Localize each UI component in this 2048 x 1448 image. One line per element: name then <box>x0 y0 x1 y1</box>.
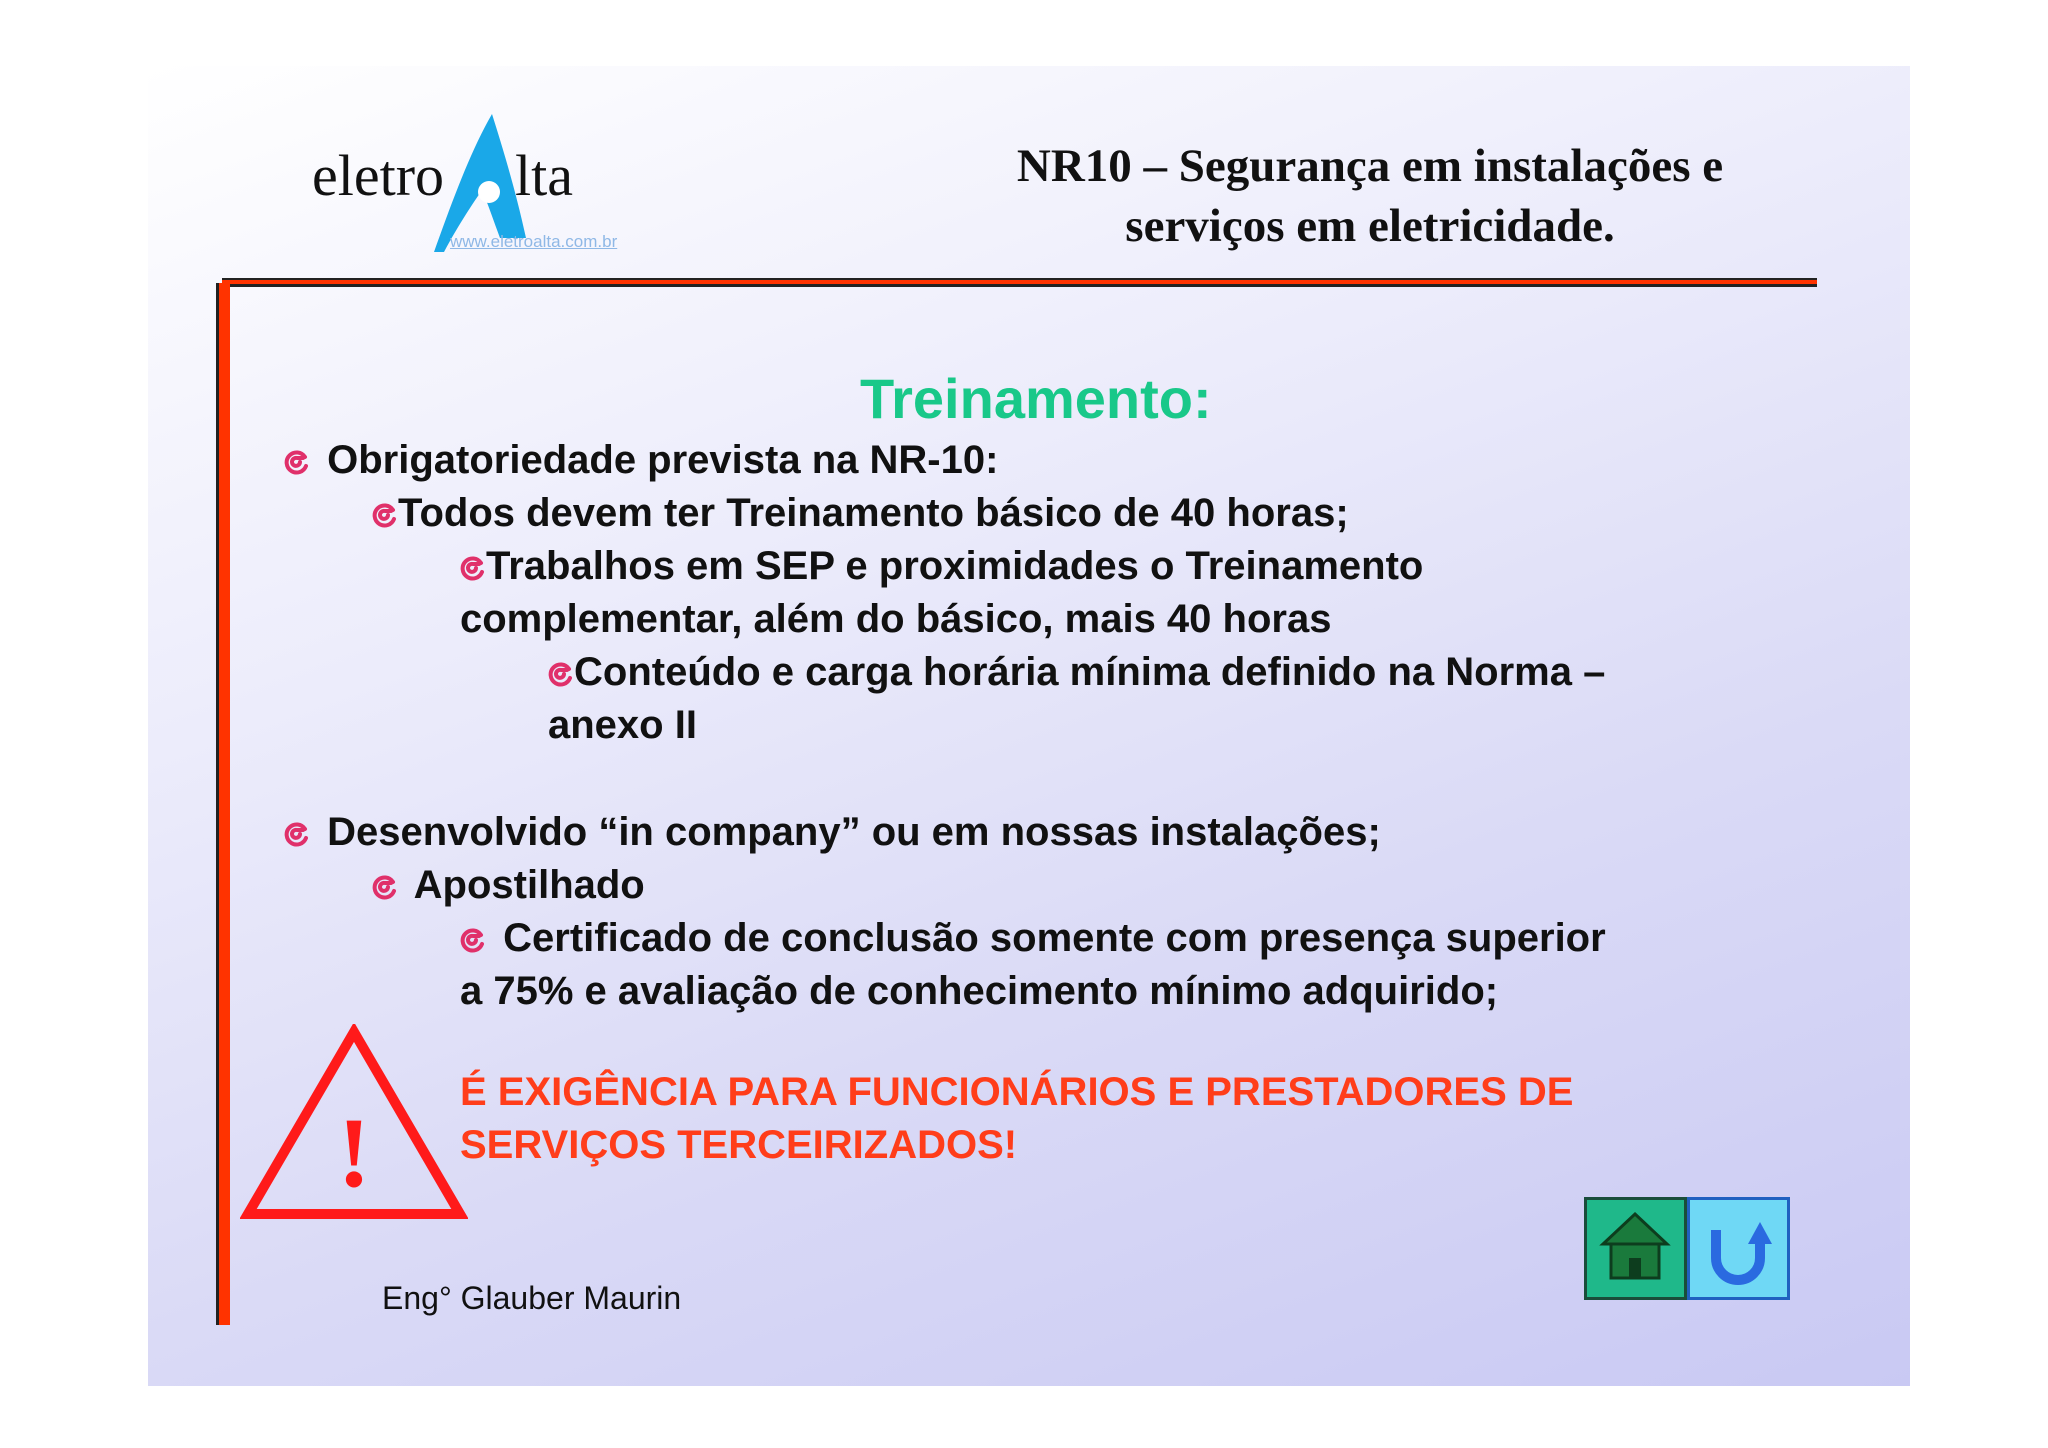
bullet-text: Desenvolvido “in company” ou em nossas instalações; <box>327 810 1381 854</box>
bullet-text: Certificado de conclusão somente com presença superior <box>503 916 1606 960</box>
bullet-text: Trabalhos em SEP e proximidades o Treinamento <box>486 544 1424 588</box>
section-title: Treinamento: <box>860 367 1212 430</box>
logo-word-left: eletro <box>312 143 445 208</box>
home-icon <box>1587 1200 1684 1297</box>
svg-text:!: ! <box>337 1097 371 1208</box>
warning-line2: SERVIÇOS TERCEIRIZADOS! <box>460 1123 1018 1167</box>
bullet-line <box>460 912 1606 965</box>
author-name: Eng° Glauber Maurin <box>382 1280 682 1316</box>
spiral-bullet-icon <box>284 449 310 475</box>
logo-word-right: lta <box>515 143 573 208</box>
bullet-line <box>372 487 1349 540</box>
bullet-line <box>284 434 998 487</box>
bullet-text: Apostilhado <box>413 863 645 907</box>
warning-triangle-icon <box>240 1024 468 1222</box>
bullet-line <box>460 540 1423 593</box>
spiral-bullet-icon <box>372 502 398 528</box>
bullet-continuation: complementar, além do básico, mais 40 horas <box>460 597 1332 641</box>
bullet-text: Conteúdo e carga horária mínima definido na Norma – <box>574 650 1606 694</box>
bullet-text: Todos devem ter Treinamento básico de 40 horas; <box>398 491 1349 535</box>
bullet-line <box>372 859 645 912</box>
spiral-bullet-icon <box>284 821 310 847</box>
warning-line1: É EXIGÊNCIA PARA FUNCIONÁRIOS E PRESTADORES DE <box>460 1070 1574 1114</box>
spiral-bullet-icon <box>460 555 486 581</box>
bullet-text: Obrigatoriedade prevista na NR-10: <box>327 438 999 482</box>
return-button[interactable] <box>1687 1197 1790 1300</box>
left-rule <box>216 283 230 1325</box>
spiral-bullet-icon <box>460 927 486 953</box>
bullet-continuation: anexo II <box>548 703 697 747</box>
header-title-line1: NR10 – Segurança em instalações e <box>1016 140 1724 192</box>
header-title <box>960 136 1780 256</box>
spiral-bullet-icon <box>548 661 574 687</box>
bullet-continuation: a 75% e avaliação de conhecimento mínimo adquirido; <box>460 969 1499 1013</box>
logo-url-link[interactable]: www.eletroalta.com.br <box>450 232 618 251</box>
spiral-bullet-icon <box>372 874 398 900</box>
return-arrow-icon <box>1690 1200 1787 1297</box>
bullet-line <box>284 806 1381 859</box>
warning-text <box>460 1066 1573 1172</box>
header-rule <box>222 278 1817 287</box>
header-title-line2: serviços em eletricidade. <box>1125 200 1615 252</box>
home-button[interactable] <box>1584 1197 1687 1300</box>
bullet-line <box>548 646 1605 699</box>
